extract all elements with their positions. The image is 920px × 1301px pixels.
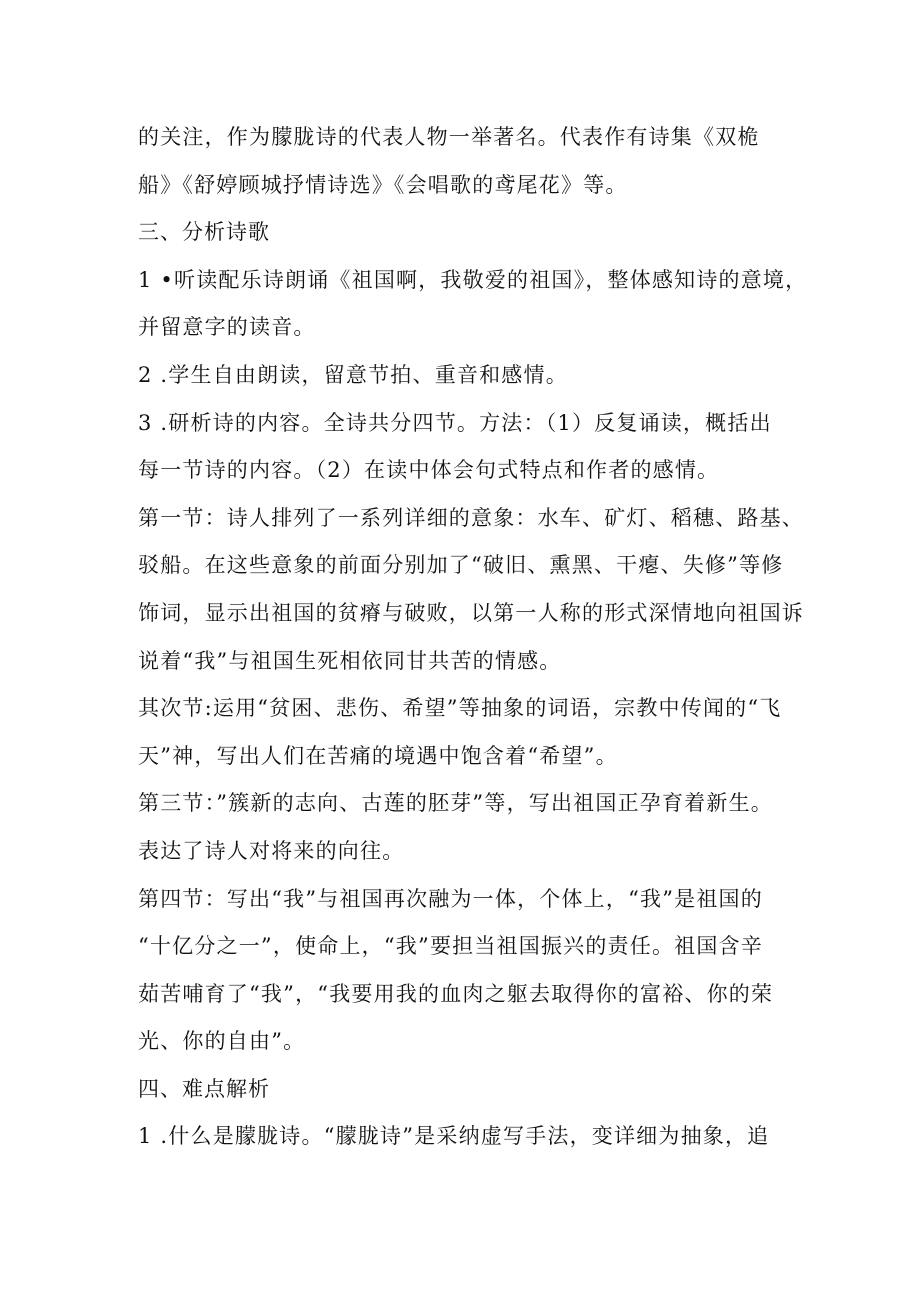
text-line: 第三节：”簇新的志向、古莲的胚芽”等，写出祖国正孕育着新生。 [138, 791, 773, 816]
text-line: “十亿分之一”，使命上，“我”要担当祖国振兴的责任。祖国含辛 [138, 934, 763, 959]
document-body [138, 114, 808, 1161]
text-line: 说着“我”与祖国生死相依同甘共苦的情感。 [138, 648, 562, 673]
text-line: 并留意字的读音。 [138, 315, 316, 340]
text-line: 天”神，写出人们在苦痛的境遇中饱含着“希望”。 [138, 743, 618, 768]
text-line: 驳船。在这些意象的前面分别加了“破旧、熏黑、干瘪、失修”等修 [138, 553, 784, 578]
text-line: 2 .学生自由朗读，留意节拍、重音和感情。 [138, 362, 568, 387]
text-line: 其次节:运用“贫困、悲伤、希望”等抽象的词语，宗教中传闻的“飞 [138, 696, 782, 721]
section-heading: 三、分析诗歌 [138, 220, 270, 245]
text-line: 船》《舒婷顾城抒情诗选》《会唱歌的鸢尾花》等。 [138, 172, 628, 197]
text-line: 茹苦哺育了“我”，“我要用我的血肉之躯去取得你的富裕、你的荣 [138, 981, 774, 1006]
text-line: 第四节：写出“我”与祖国再次融为一体，个体上，“我”是祖国的 [138, 886, 763, 911]
text-line: 光、你的自由”。 [138, 1029, 306, 1054]
text-line: 1 .什么是朦胧诗。“朦胧诗”是采纳虚写手法，变详细为抽象，追 [138, 1124, 770, 1149]
text-line: 3 .研析诗的内容。全诗共分四节。方法：（1）反复诵读，概括出 [138, 410, 772, 435]
text-line: 的关注，作为朦胧诗的代表人物一举著名。代表作有诗集《双桅 [138, 125, 760, 149]
text-line: 表达了诗人对将来的向往。 [138, 838, 405, 863]
text-line: 1 •听读配乐诗朗诵《祖国啊，我敬爱的祖国》，整体感知诗的意境， [138, 267, 808, 292]
text-line: 第一节：诗人排列了一系列详细的意象：水车、矿灯、稻穗、路基、 [138, 505, 804, 530]
section-heading: 四、难点解析 [138, 1076, 270, 1101]
text-line: 饰词，显示出祖国的贫瘠与破败，以第一人称的形式深情地向祖国诉 [138, 600, 804, 625]
text-line: 每一节诗的内容。（2）在读中体会句式特点和作者的感情。 [138, 458, 720, 483]
